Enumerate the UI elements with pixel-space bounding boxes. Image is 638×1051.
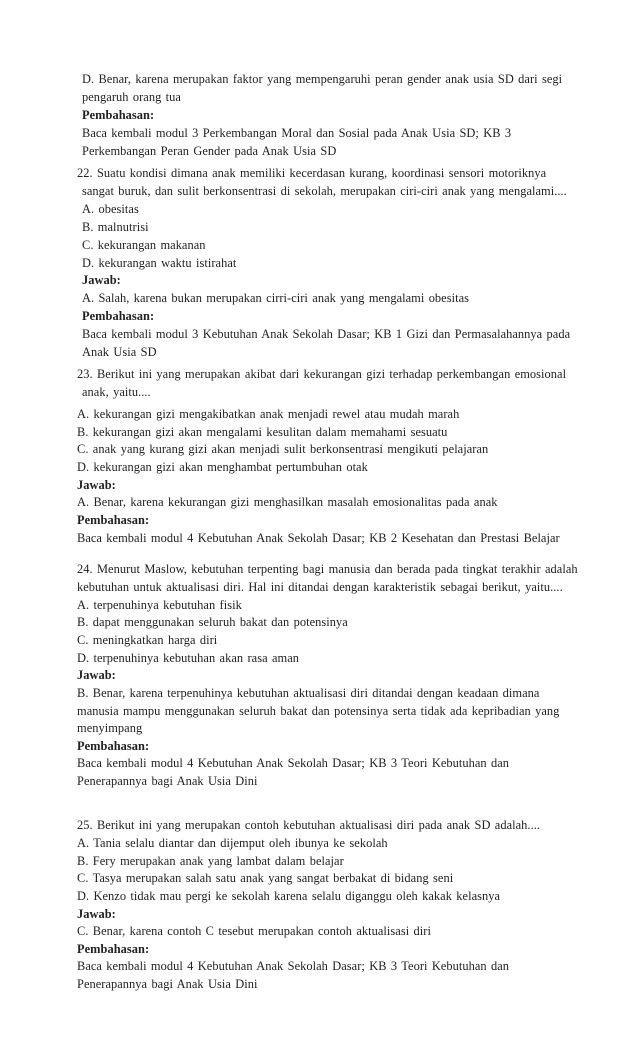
q25-pembahasan-line-1: Baca kembali modul 4 Kebutuhan Anak Sekolah Dasar; KB 3 Teori Kebutuhan dan	[77, 959, 510, 973]
q22-question-line-1: 22. Suatu kondisi dimana anak memiliki kecerdasan kurang, koordinasi sensori motoriknya	[77, 166, 547, 180]
q22-pembahasan-line-1: Baca kembali modul 3 Kebutuhan Anak Sekolah Dasar; KB 1 Gizi dan Permasalahannya pada	[82, 327, 571, 341]
prev-option-d-line-1: D. Benar, karena merupakan faktor yang mempengaruhi peran gender anak usia SD dari segi	[82, 72, 563, 86]
q25-pembahasan-line-2: Penerapannya bagi Anak Usia Dini	[77, 977, 258, 991]
prev-option-d-line-2: pengaruh orang tua	[82, 90, 181, 104]
q23-pembahasan-label: Pembahasan:	[77, 513, 150, 527]
q25-jawab-line-1: C. Benar, karena contoh C tesebut merupakan contoh aktualisasi diri	[77, 924, 431, 938]
q25-option-b: B. Fery merupakan anak yang lambat dalam belajar	[77, 854, 344, 868]
q23-option-b: B. kekurangan gizi akan mengalami kesulitan dalam memahami sesuatu	[77, 425, 448, 439]
q24-question-line-1: 24. Menurut Maslow, kebutuhan terpenting bagi manusia dan berada pada tingkat terakhir adalah	[77, 562, 578, 576]
q24-jawab-label: Jawab:	[77, 668, 116, 682]
q24-option-b: B. dapat menggunakan seluruh bakat dan potensinya	[77, 615, 348, 629]
q24-jawab-line-2: manusia mampu menggunakan seluruh bakat dan potensinya serta tidak ada kepribadian yang	[77, 704, 560, 718]
q23-option-a: A. kekurangan gizi mengakibatkan anak menjadi rewel atau mudah marah	[77, 407, 460, 421]
q23-question-line-1: 23. Berikut ini yang merupakan akibat dari kekurangan gizi terhadap perkembangan emosional	[77, 367, 567, 381]
q22-jawab-label: Jawab:	[82, 273, 121, 287]
q23-option-d: D. kekurangan gizi akan menghambat pertumbuhan otak	[77, 460, 368, 474]
q25-pembahasan-label: Pembahasan:	[77, 942, 150, 956]
q23-pembahasan-line-1: Baca kembali modul 4 Kebutuhan Anak Sekolah Dasar; KB 2 Kesehatan dan Prestasi Belajar	[77, 531, 560, 545]
q22-option-a: A. obesitas	[82, 202, 139, 216]
q23-jawab-label: Jawab:	[77, 478, 116, 492]
q23-question-line-2: anak, yaitu....	[82, 385, 151, 399]
q23-option-c: C. anak yang kurang gizi akan menjadi sulit berkonsentrasi mengikuti pelajaran	[77, 442, 489, 456]
prev-pembahasan-label: Pembahasan:	[82, 108, 155, 122]
q22-option-d: D. kekurangan waktu istirahat	[82, 256, 237, 270]
q24-jawab-line-1: B. Benar, karena terpenuhinya kebutuhan aktualisasi diri ditandai dengan keadaan dimana	[77, 686, 540, 700]
q23-jawab-line-1: A. Benar, karena kekurangan gizi menghasilkan masalah emosionalitas pada anak	[77, 495, 498, 509]
q25-option-c: C. Tasya merupakan salah satu anak yang sangat berbakat di bidang seni	[77, 871, 454, 885]
q24-pembahasan-label: Pembahasan:	[77, 739, 150, 753]
q24-option-a: A. terpenuhinya kebutuhan fisik	[77, 598, 242, 612]
q24-question-line-2: kebutuhan untuk aktualisasi diri. Hal ini ditandai dengan karakteristik sebagai berikut, yaitu....	[77, 580, 563, 594]
q22-option-b: B. malnutrisi	[82, 220, 149, 234]
q22-question-line-2: sangat buruk, dan sulit berkonsentrasi di sekolah, merupakan ciri-ciri anak yang mengalami....	[82, 184, 567, 198]
q22-jawab-line-1: A. Salah, karena bukan merupakan cirri-ciri anak yang mengalami obesitas	[82, 291, 470, 305]
prev-pembahasan-line-2: Perkembangan Peran Gender pada Anak Usia SD	[82, 144, 337, 158]
q22-pembahasan-line-2: Anak Usia SD	[82, 345, 157, 359]
q22-pembahasan-label: Pembahasan:	[82, 309, 155, 323]
q24-pembahasan-line-2: Penerapannya bagi Anak Usia Dini	[77, 774, 258, 788]
q24-jawab-line-3: menyimpang	[77, 721, 143, 735]
q24-option-c: C. meningkatkan harga diri	[77, 633, 218, 647]
q25-option-a: A. Tania selalu diantar dan dijemput oleh ibunya ke sekolah	[77, 836, 388, 850]
q25-option-d: D. Kenzo tidak mau pergi ke sekolah karena selalu diganggu oleh kakak kelasnya	[77, 889, 501, 903]
q22-option-c: C. kekurangan makanan	[82, 238, 206, 252]
q24-pembahasan-line-1: Baca kembali modul 4 Kebutuhan Anak Sekolah Dasar; KB 3 Teori Kebutuhan dan	[77, 756, 510, 770]
q25-jawab-label: Jawab:	[77, 907, 116, 921]
q24-option-d: D. terpenuhinya kebutuhan akan rasa aman	[77, 651, 299, 665]
prev-pembahasan-line-1: Baca kembali modul 3 Perkembangan Moral dan Sosial pada Anak Usia SD; KB 3	[82, 126, 512, 140]
q25-question-line-1: 25. Berikut ini yang merupakan contoh kebutuhan aktualisasi diri pada anak SD adalah....	[77, 818, 541, 832]
